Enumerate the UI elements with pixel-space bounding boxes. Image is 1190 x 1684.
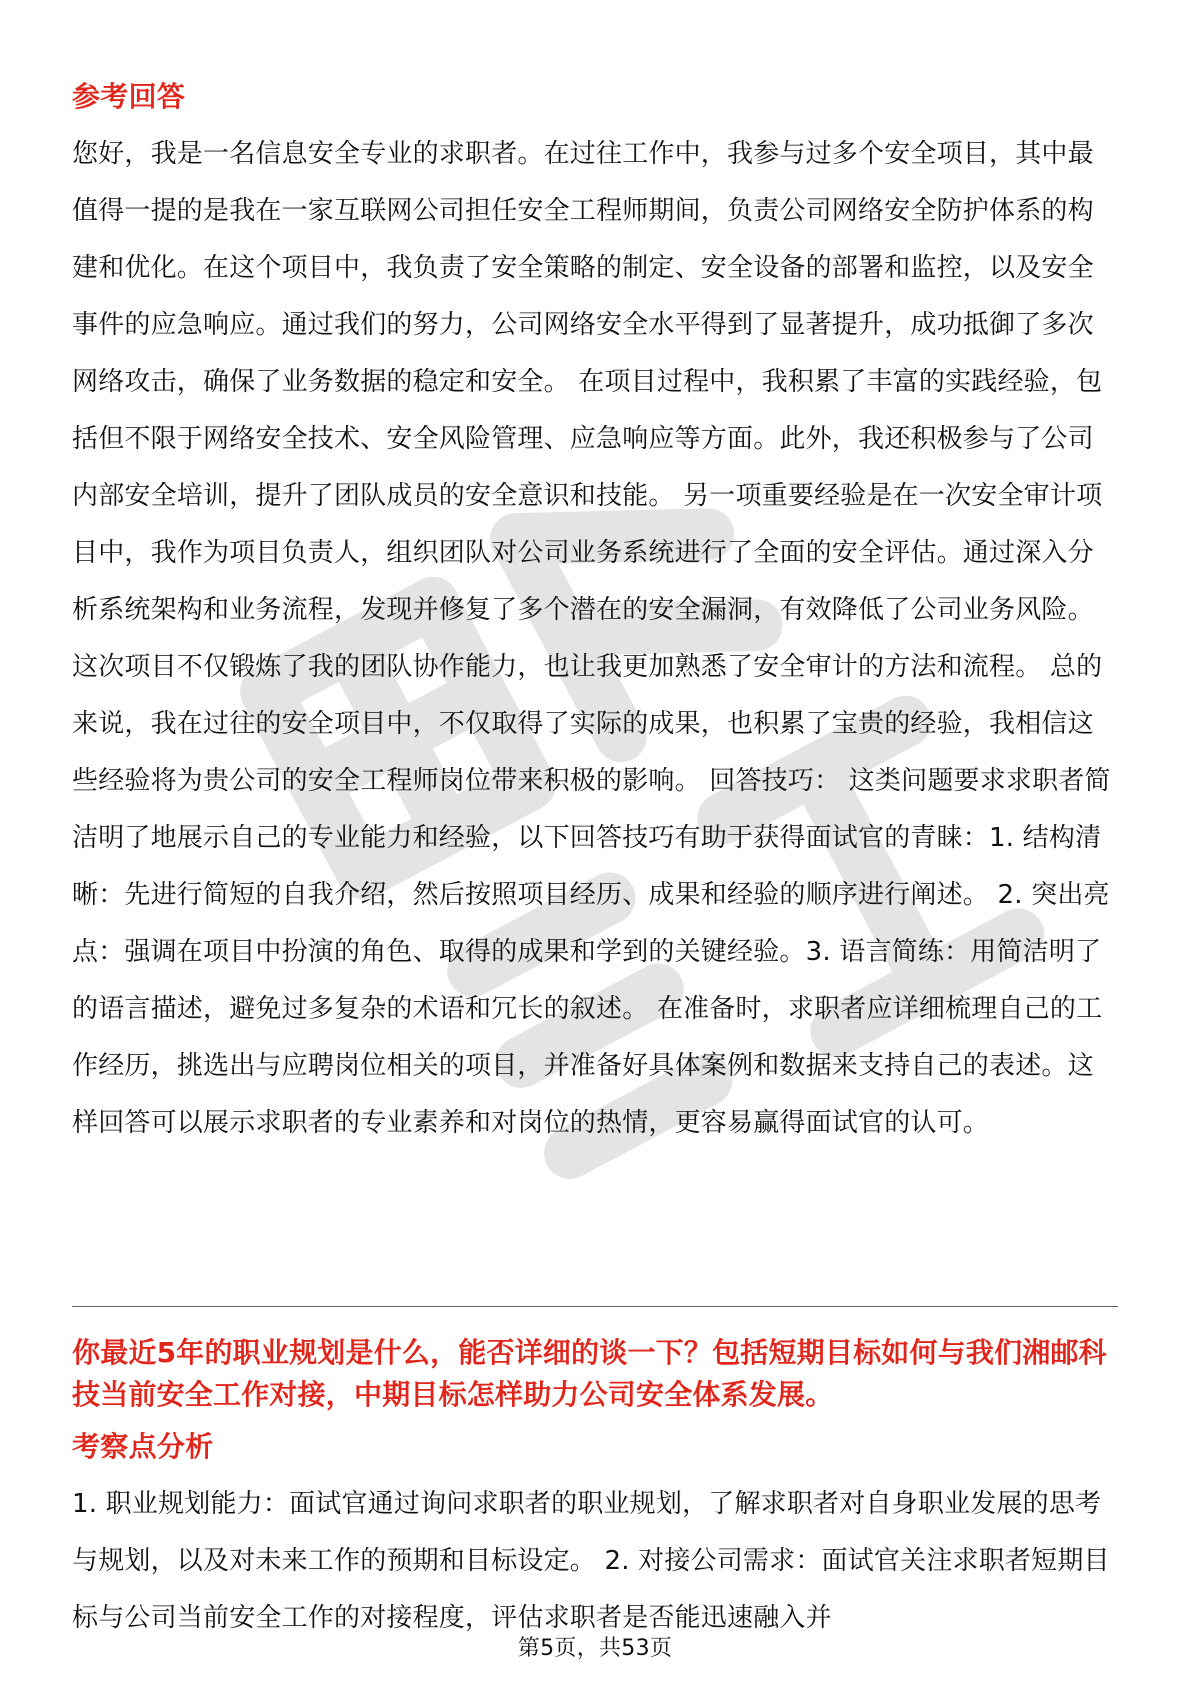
reference-answer-title: 参考回答 [72,80,186,113]
analysis-section [72,1428,1118,1647]
analysis-title: 考察点分析 [72,1430,214,1463]
analysis-body: 1. 职业规划能力：面试官通过询问求职者的职业规划，了解求职者对自身职业发展的思考与规划，以及对未来工作的预期和目标设定。 2. 对接公司需求：面试官关注求职者短期目标与公司当前安全工作的对接程度，评估求职者是否能迅速融入并 [72,1489,1110,1633]
page-footer: 第5页，共53页 [517,1636,673,1661]
reference-answer-body: 您好，我是一名信息安全专业的求职者。在过往工作中，我参与过多个安全项目，其中最值得一提的是我在一家互联网公司担任安全工程师期间，负责公司网络安全防护体系的构建和优化。在这个项目中，我负责了安全策略的制定、安全设备的部署和监控，以及安全事件的应急响应。通过我们的努力，公司网络安全水平得到了显著提升，成功抵御了多次网络攻击，确保了业务数据的稳定和安全。 在项目过程中，我积累了丰富的实践经验，包括但不限于网络安全技术、安全风险管理、应急响应等方面。此外，我还积极参与了公司内部安全培训，提升了团队成员的安全意识和技能。 另一项重要经验是在一次安全审计项目中，我作为项目负责人，组织团队对公司业务系统进行了全面的安全评估。通过深入分析系统架构和业务流程，发现并修复了多个潜在的安全漏洞，有效降低了公司业务风险。这次项目不仅锻炼了我的团队协作能力，也让我更加熟悉了安全审计的方法和流程。 总的来说，我在过往的安全项目中，不仅取得了实际的成果，也积累了宝贵的经验，我相信这些经验将为贵公司的安全工程师岗位带来积极的影响。 回答技巧： 这类问题要求求职者简洁明了地展示自己的专业能力和经验，以下回答技巧有助于获得面试官的青睐：1. 结构清晰：先进行简短的自我介绍，然后按照项目经历、成果和经验的顺序进行阐述。 2. 突出亮点：强调在项目中扮演的角色、取得的成果和学到的关键经验。3. 语言简练：用简洁明了的语言描述，避免过多复杂的术语和冗长的叙述。 在准备时，求职者应详细梳理自己的工作经历，挑选出与应聘岗位相关的项目，并准备好具体案例和数据来支持自己的表述。这样回答可以展示求职者的专业素养和对岗位的热情，更容易赢得面试官的认可。 [72,139,1111,1138]
question-heading: 你最近5年的职业规划是什么，能否详细的谈一下？包括短期目标如何与我们湘邮科技当前安全工作对接，中期目标怎样助力公司安全体系发展。 [72,1336,1107,1411]
main-content [72,78,1118,1152]
section-divider [72,1306,1118,1307]
